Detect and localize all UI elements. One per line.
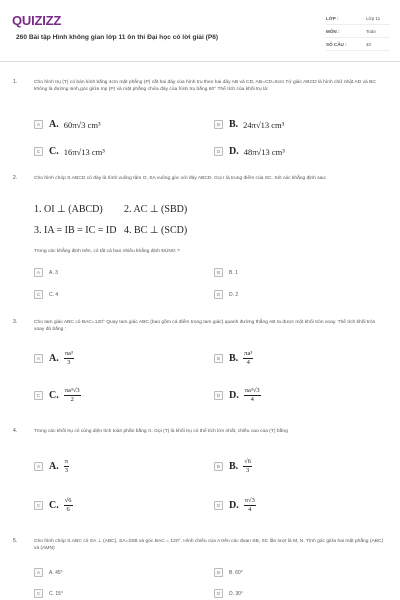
question-text: Cho tam giác ABC có BAC=120° Quay tam giác ABC (bao gồm cả điểm trong tam giác) quanh đường thẳng AB ta được một khối tròn xoay. Thể tích khối tròn xoay đó bằng : <box>34 320 376 333</box>
statement-2: 2. AC ⊥ (SBD) <box>124 204 188 215</box>
option-d[interactable]: D D. 2 <box>214 290 238 299</box>
option-c[interactable]: C C. 15° <box>34 589 63 598</box>
option-b[interactable]: B B. 24π√13 cm³ <box>214 119 284 130</box>
option-c[interactable]: C C. 4 <box>34 290 58 299</box>
option-d[interactable]: D D. 30° <box>214 589 243 598</box>
option-d[interactable]: D D. $\frac{\text{πa³√3}}{4}$ <box>214 387 261 404</box>
option-c[interactable]: C C. 16π√13 cm³ <box>34 146 105 157</box>
option-b[interactable]: B B. $\frac{\text{πa³}}{4}$ <box>214 350 253 367</box>
option-c[interactable]: C C. $\frac{√6}{6}$ <box>34 497 73 514</box>
option-c[interactable]: C C. $\frac{\text{πa³√3}}{2}$ <box>34 387 81 404</box>
option-a[interactable]: A A. 3 <box>34 268 58 277</box>
option-a[interactable]: A A. $\frac{\text{πa³}}{3}$ <box>34 350 74 367</box>
question-text: Trong các khối trụ có cùng diện tích toàn phần bằng π. Gọi (T) là khối trụ có thể tích lớn nhất, chiều cao của (T) bằng <box>34 429 288 434</box>
meta-row-count: SỐ CÂU : 40 <box>326 38 390 51</box>
question-text: Cho hình chóp S.ABCD có đáy là hình vuông tâm O, SA vuông góc với đáy ABCD. Gọi I là trung điểm của SC. Xét các khẳng định sau: <box>34 176 327 181</box>
option-d[interactable]: D D. 48π√13 cm³ <box>214 146 285 157</box>
question-number: 1. <box>13 79 18 85</box>
meta-table <box>326 12 390 51</box>
question-number: 5. <box>13 538 18 544</box>
option-a[interactable]: A A. $\frac{\pi}{3}$ <box>34 458 69 475</box>
option-a[interactable]: A A. 45° <box>34 568 63 577</box>
question-number: 2. <box>13 175 18 181</box>
quizizz-logo: QUIZIZZ <box>12 13 62 28</box>
meta-row-subject: MÔN : Toán <box>326 25 390 38</box>
option-b[interactable]: B B. $\frac{√6}{3}$ <box>214 458 252 475</box>
question-number: 3. <box>13 319 18 325</box>
option-d[interactable]: D D. $\frac{\pi√3}{4}$ <box>214 497 256 514</box>
option-a[interactable]: A A. 60π√3 cm³ <box>34 119 101 130</box>
question-text: Cho hình chóp S.ABC có SA ⊥ (ABC), SA=2SB và góc BAC = 120°. Hình chiếu của A trên các đoạn SB, SC lần lượt là M, N. Tính góc giữa hai mặt phẳng (ABC) và (AMN) <box>34 539 384 552</box>
statement-1: 1. OI ⊥ (ABCD) <box>34 204 103 215</box>
header <box>0 0 400 62</box>
question-text: Cho hình trụ (T) có bán kính bằng 4cm mặt phẳng (P) cắt hai đáy của hình trụ theo hai dây AB và CD, AB=CD=5cm Tứ giác ABCD là hình chữ nhật AD và BC không là đường sinh,góc giữa mp (P) và mặt phẳng chứa đáy của hình trụ bằng 60° Thể tích của khối trụ là: <box>34 80 376 93</box>
meta-row-class: LỚP : Lớp 11 <box>326 12 390 25</box>
question-number: 4. <box>13 428 18 434</box>
statement-4: 4. BC ⊥ (SCD) <box>124 225 188 236</box>
option-b[interactable]: B B. 60° <box>214 568 243 577</box>
option-b[interactable]: B B. 1 <box>214 268 238 277</box>
page-title: 260 Bài tập Hình không gian lớp 11 ôn thi Đại học có lời giải (P6) <box>16 34 219 41</box>
statement-3: 3. IA = IB = IC = ID <box>34 225 117 236</box>
question-subtext: Trong các khẳng định trên, có tất cả bao nhiêu khẳng định ĐÚNG ? <box>34 249 180 254</box>
